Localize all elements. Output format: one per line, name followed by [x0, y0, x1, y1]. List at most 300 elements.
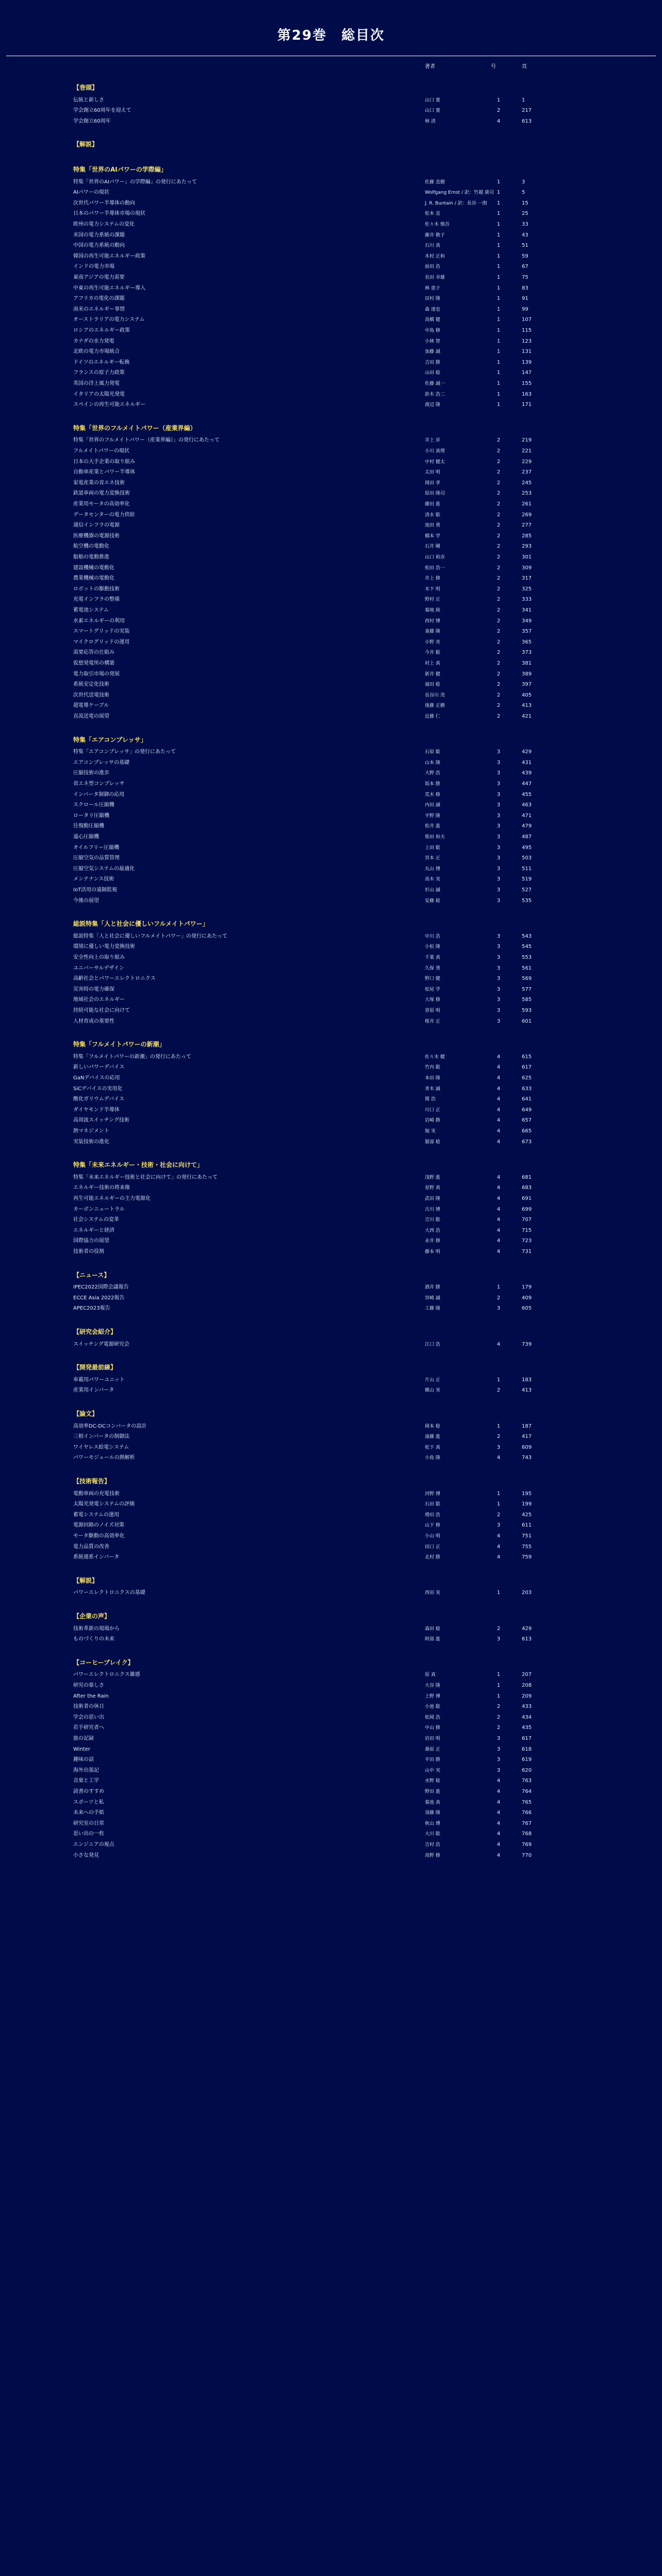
entry-page: 365 [522, 639, 532, 645]
entry-page: 245 [522, 480, 532, 486]
entry-title: ロシアのエネルギー政策 [73, 328, 130, 333]
toc-entry [73, 1489, 558, 1499]
entry-page: 3 [522, 179, 525, 185]
entry-issue: 4 [496, 1852, 501, 1858]
toc-entry [73, 326, 558, 336]
entry-page: 309 [522, 565, 532, 571]
entry-title: エネルギー技術の将来像 [73, 1185, 130, 1191]
toc-entry [73, 995, 558, 1005]
entry-page: 431 [522, 759, 532, 766]
entry-issue: 4 [496, 1217, 501, 1223]
entry-page: 495 [522, 844, 532, 851]
entry-author: 須藤 隆 [425, 1810, 440, 1816]
entry-issue: 3 [496, 1757, 501, 1763]
entry-page: 615 [522, 1054, 532, 1060]
entry-issue: 2 [496, 607, 501, 613]
entry-issue: 3 [496, 887, 501, 893]
entry-page: 115 [522, 328, 532, 333]
entry-issue: 2 [496, 1434, 501, 1440]
entry-author: 増田 浩 [425, 1512, 440, 1518]
entry-author: 小松 隆 [425, 944, 440, 950]
entry-issue: 1 [496, 190, 501, 196]
entry-author: 田村 隆 [425, 296, 440, 302]
entry-issue: 3 [496, 976, 501, 982]
entry-title: ワイヤレス給電システム [73, 1444, 129, 1450]
entry-author: 近藤 仁 [425, 714, 440, 719]
entry-author: 山本 隆 [425, 760, 440, 766]
toc-entry [73, 467, 558, 478]
toc-entry [73, 1691, 558, 1702]
entry-issue: 3 [496, 997, 501, 1003]
entry-page: 439 [522, 770, 532, 776]
entry-title: 特集「世界のAIパワー」の学際編」の発行にあたって [73, 179, 197, 185]
entry-page: 219 [522, 437, 532, 444]
entry-issue: 3 [496, 955, 501, 960]
entry-page: 511 [522, 866, 532, 872]
entry-issue: 1 [496, 222, 501, 227]
entry-author: 江口 浩 [425, 1342, 440, 1347]
entry-author: 村上 真 [425, 661, 440, 666]
toc-entry [73, 1421, 558, 1432]
entry-title: ユニバーサルデザイン [73, 965, 124, 971]
entry-title: パワーモジュールの熱解析 [73, 1455, 135, 1461]
entry-page: 123 [522, 338, 532, 344]
entry-issue: 2 [496, 1387, 501, 1394]
toc-entry [73, 177, 558, 188]
entry-issue: 4 [496, 1107, 501, 1113]
entry-title: インドの電力市場 [73, 264, 114, 270]
toc-entry [73, 389, 558, 400]
toc-entry [73, 95, 558, 106]
entry-page: 543 [522, 933, 532, 939]
section-heading: 【解説】 [73, 141, 98, 148]
section-heading: 【ニュース】 [73, 1271, 110, 1279]
entry-title: 伝統と新しさ [73, 97, 104, 103]
toc-entry [73, 974, 558, 984]
toc-entry [73, 626, 558, 637]
entry-issue: 3 [496, 791, 501, 798]
toc-entry [73, 304, 558, 315]
entry-issue: 1 [496, 1490, 501, 1497]
entry-title: 電源回路のノイズ対策 [73, 1522, 124, 1529]
section-heading: 【巻頭】 [73, 84, 98, 91]
entry-page: 253 [522, 490, 532, 497]
entry-title: 高効率DC-DCコンバータの設計 [73, 1423, 147, 1429]
entry-page: 147 [522, 370, 532, 376]
toc-entry [73, 1293, 558, 1303]
entry-title: 韓国の再生可能エネルギー政策 [73, 253, 145, 259]
entry-author: 林 清 [425, 118, 436, 124]
entry-title: 総説特集「人と社会に優しいフルメイトパワー」の発行にあたって [73, 933, 227, 939]
entry-issue: 4 [496, 1799, 501, 1805]
section-heading: 【開発最前線】 [73, 1364, 117, 1371]
entry-issue: 2 [496, 575, 501, 582]
entry-author: 松岡 浩 [425, 1715, 440, 1720]
toc-entry [73, 885, 558, 895]
toc-entry [73, 273, 558, 283]
toc-entry [73, 241, 558, 251]
toc-entry [73, 1385, 558, 1396]
entry-title: パワーエレクトロニクスの基礎 [73, 1590, 145, 1596]
entry-title: フルメイトパワーの現状 [73, 448, 129, 454]
entry-issue: 2 [496, 650, 501, 656]
entry-title: エネルギーと経済 [73, 1227, 114, 1233]
entry-page: 731 [522, 1249, 532, 1255]
entry-issue: 2 [496, 501, 501, 507]
toc-entry [73, 1588, 558, 1598]
entry-issue: 2 [496, 1625, 501, 1632]
entry-author: Wolfgang Ernst / 訳：竹越 康司 [425, 190, 494, 196]
entry-author: 佐々木 健 [425, 1054, 445, 1060]
entry-issue: 3 [496, 1636, 501, 1642]
entry-issue: 4 [496, 1831, 501, 1837]
entry-page: 620 [522, 1767, 532, 1773]
section-heading: 【解説】 [73, 1577, 98, 1584]
entry-page: 447 [522, 781, 532, 787]
entry-author: 池田 勇 [425, 523, 440, 529]
toc-entry [73, 1443, 558, 1453]
toc-entry [73, 1798, 558, 1808]
entry-title: ロータリ圧縮機 [73, 812, 109, 819]
entry-page: 527 [522, 887, 532, 893]
entry-title: 人材育成の重要性 [73, 1018, 114, 1024]
toc-entry [73, 1787, 558, 1797]
entry-page: 759 [522, 1554, 532, 1561]
entry-page: 405 [522, 692, 532, 698]
entry-issue: 2 [496, 1704, 501, 1710]
entry-author: 渡辺 隆 [425, 402, 440, 408]
toc-entry [73, 1552, 558, 1563]
section-heading: 【研究会紹介】 [73, 1328, 117, 1335]
entry-page: 413 [522, 1387, 532, 1394]
entry-page: 683 [522, 1185, 532, 1191]
entry-page: 743 [522, 1455, 532, 1461]
entry-issue: 2 [496, 682, 501, 688]
entry-title: 北欧の電力市場統合 [73, 349, 120, 355]
section-heading: 特集「エアコンプレッサ」 [73, 736, 147, 743]
entry-issue: 3 [496, 770, 501, 776]
entry-page: 479 [522, 823, 532, 829]
entry-page: 25 [522, 211, 528, 217]
entry-author: 橋本 学 [425, 533, 440, 539]
toc-entry [73, 336, 558, 347]
entry-title: 特集「未来エネルギー技術と社会に向けて」の発行にあたって [73, 1174, 218, 1180]
entry-issue: 4 [496, 1227, 501, 1233]
entry-issue: 1 [496, 317, 501, 323]
entry-author: 原田 隆司 [425, 491, 445, 497]
entry-page: 553 [522, 955, 532, 960]
entry-author: 服部 稔 [425, 1139, 440, 1145]
entry-title: 超電導ケーブル [73, 703, 109, 709]
toc-entry [73, 821, 558, 832]
entry-issue: 3 [496, 933, 501, 939]
entry-author: 石田 聡 [425, 1502, 440, 1507]
entry-author: 阿部 進 [425, 1637, 440, 1642]
entry-page: 179 [522, 1284, 532, 1291]
entry-issue: 4 [496, 1054, 501, 1060]
entry-author: 藤田 進 [425, 502, 440, 507]
toc-entry [73, 701, 558, 711]
entry-issue: 4 [496, 1249, 501, 1255]
toc-entry [73, 1115, 558, 1126]
entry-issue: 2 [496, 512, 501, 518]
entry-title: 農業機械の電動化 [73, 575, 114, 582]
entry-issue: 3 [496, 855, 501, 861]
toc-entry [73, 768, 558, 778]
toc-entry [73, 1670, 558, 1680]
entry-title: モータ駆動の高効率化 [73, 1533, 125, 1539]
section-heading: 【技術報告】 [73, 1478, 111, 1485]
entry-page: 317 [522, 575, 532, 582]
entry-author: 酒井 勝 [425, 1285, 440, 1291]
entry-issue: 3 [496, 965, 501, 971]
entry-page: 471 [522, 812, 532, 819]
entry-page: 535 [522, 897, 532, 904]
entry-title: IoT活用の遠隔監視 [73, 887, 118, 893]
entry-title: アフリカの電化の課題 [73, 296, 125, 302]
entry-author: 佐藤 誠一 [425, 381, 445, 386]
toc-entry [73, 435, 558, 446]
entry-author: 大谷 隆 [425, 1683, 440, 1688]
entry-title: 持続可能な社会に向けて [73, 1008, 130, 1013]
entry-title: SiCデバイスの実用化 [73, 1086, 123, 1092]
entry-title: 圧縮空気システムの最適化 [73, 866, 135, 872]
entry-title: 欧州の電力システムの変化 [73, 222, 135, 227]
entry-issue: 1 [496, 1693, 501, 1699]
toc-entry [73, 1126, 558, 1137]
entry-title: 小さな発見 [73, 1852, 99, 1858]
toc-entry [73, 1016, 558, 1027]
entry-page: 617 [522, 1064, 532, 1071]
entry-issue: 4 [496, 1842, 501, 1848]
entry-author: 清水 聡 [425, 512, 440, 518]
entry-author: 岡田 孝 [425, 480, 440, 486]
entry-issue: 1 [496, 370, 501, 376]
entry-author: 松本 直 [425, 211, 440, 217]
entry-author: 武田 隆 [425, 1196, 440, 1201]
entry-author: 井上 修 [425, 576, 440, 582]
entry-title: 系統連系インバータ [73, 1554, 120, 1561]
entry-page: 293 [522, 544, 532, 550]
entry-issue: 1 [496, 328, 501, 333]
entry-author: 福田 稔 [425, 682, 440, 688]
entry-title: After the Rain [73, 1693, 109, 1699]
entry-author: 太田 明 [425, 470, 440, 476]
entry-issue: 2 [496, 1714, 501, 1720]
entry-issue: 1 [496, 338, 501, 344]
entry-title: 英国の洋上風力発電 [73, 381, 120, 386]
entry-issue: 4 [496, 1174, 501, 1180]
entry-title: 学会創立60周年 [73, 118, 111, 124]
entry-title: 学会創立60周年を迎えて [73, 108, 131, 114]
entry-title: 音楽と工学 [73, 1778, 99, 1784]
entry-issue: 1 [496, 243, 501, 249]
entry-author: 山下 修 [425, 1523, 440, 1529]
entry-author: 竹内 聡 [425, 1065, 440, 1071]
entry-page: 767 [522, 1820, 532, 1826]
entry-issue: 2 [496, 1512, 501, 1518]
entry-page: 357 [522, 629, 532, 635]
entry-page: 649 [522, 1107, 532, 1113]
toc-entry [73, 1215, 558, 1225]
entry-author: 大野 浩 [425, 771, 440, 776]
entry-page: 397 [522, 682, 532, 688]
toc-entry [73, 283, 558, 294]
entry-author: 川口 正 [425, 1107, 440, 1113]
toc-entry [73, 262, 558, 272]
toc-entry [73, 1226, 558, 1236]
entry-title: 三相インバータの制御法 [73, 1434, 130, 1440]
entry-author: 岩田 明 [425, 1736, 440, 1741]
entry-title: 電動車両の充電技術 [73, 1490, 120, 1497]
entry-author: 石原 聡 [425, 750, 440, 755]
toc-entry [73, 1205, 558, 1215]
entry-title: スイッチング電源研究会 [73, 1341, 129, 1347]
entry-issue: 3 [496, 1306, 501, 1312]
entry-issue: 3 [496, 1522, 501, 1529]
entry-title: 読書のすすめ [73, 1789, 105, 1794]
page-title: 第29巻 総目次 [277, 28, 385, 43]
entry-author: 久保 勇 [425, 965, 440, 971]
entry-page: 203 [522, 1590, 532, 1596]
entry-author: 小林 智 [425, 338, 440, 344]
entry-title: 日本のパワー半導体市場の現状 [73, 211, 145, 217]
entry-issue: 2 [496, 660, 501, 666]
entry-author: 西村 博 [425, 618, 440, 624]
entry-page: 699 [522, 1206, 532, 1212]
toc-entry [73, 1137, 558, 1147]
entry-issue: 2 [496, 459, 501, 465]
entry-author: 林 恵子 [425, 285, 440, 291]
entry-issue: 3 [496, 844, 501, 851]
entry-title: IPEC2022国際会議報告 [73, 1284, 129, 1291]
entry-issue: 1 [496, 97, 501, 103]
entry-title: スクロール圧縮機 [73, 802, 114, 808]
entry-title: マイクログリッドの運用 [73, 639, 130, 645]
entry-title: 熱マネジメント [73, 1128, 109, 1134]
entry-page: 139 [522, 359, 532, 365]
entry-page: 277 [522, 522, 532, 529]
entry-title: 通信インフラの電源 [73, 522, 120, 529]
entry-title: 航空機の電動化 [73, 544, 109, 550]
entry-title: 家電産業の省エネ技術 [73, 480, 125, 486]
entry-title: スポーツと私 [73, 1799, 104, 1805]
toc-entry [73, 1375, 558, 1385]
toc-entry [73, 510, 558, 520]
toc-entry [73, 669, 558, 680]
entry-issue: 1 [496, 1377, 501, 1383]
entry-title: エンジニアの視点 [73, 1842, 114, 1848]
entry-author: 菊池 真 [425, 1800, 440, 1805]
entry-issue: 2 [496, 437, 501, 444]
entry-page: 107 [522, 317, 532, 323]
toc-entry [73, 488, 558, 499]
entry-title: 高周波スイッチング技術 [73, 1117, 129, 1124]
entry-title: 水素エネルギーの利用 [73, 618, 125, 624]
entry-issue: 4 [496, 1185, 501, 1191]
entry-issue: 1 [496, 349, 501, 355]
entry-title: 次世代パワー半導体の動向 [73, 200, 135, 206]
entry-page: 763 [522, 1778, 532, 1784]
entry-title: 思い出の一枚 [73, 1831, 104, 1837]
entry-title: 米国の電力系統の課題 [73, 232, 125, 238]
toc-entry [73, 1432, 558, 1442]
entry-title: 中国の電力系統の動向 [73, 243, 125, 249]
entry-title: AIパワーの現状 [73, 190, 109, 196]
entry-author: 山中 実 [425, 1768, 440, 1773]
entry-page: 51 [522, 243, 528, 249]
entry-issue: 2 [496, 554, 501, 560]
entry-page: 613 [522, 1636, 532, 1642]
toc-entry [73, 294, 558, 304]
entry-page: 183 [522, 1377, 532, 1383]
entry-page: 765 [522, 1799, 532, 1805]
entry-title: 学会の思い出 [73, 1714, 104, 1720]
entry-title: 未来への手紙 [73, 1810, 104, 1816]
entry-title: 自動車産業とパワー半導体 [73, 469, 135, 476]
toc-entry [73, 188, 558, 198]
section-heading: 特集「未来エネルギー・技術・社会に向けて」 [73, 1161, 204, 1169]
toc-entry [73, 541, 558, 552]
entry-page: 15 [522, 200, 528, 206]
entry-page: 285 [522, 533, 532, 539]
entry-page: 455 [522, 791, 532, 798]
entry-title: 特集「世界のフルメイトパワー（産業界編）」の発行にあたって [73, 437, 220, 444]
toc-entry [73, 1819, 558, 1829]
entry-page: 207 [522, 1672, 532, 1678]
entry-page: 715 [522, 1227, 532, 1233]
entry-author: 高橋 健 [425, 317, 440, 323]
entry-page: 83 [522, 285, 528, 291]
entry-page: 561 [522, 965, 532, 971]
toc-entry [73, 358, 558, 368]
toc-entry [73, 1723, 558, 1733]
entry-title: 仮想発電所の構築 [73, 660, 114, 666]
entry-author: 松尾 学 [425, 987, 440, 992]
toc-entry [73, 1340, 558, 1350]
toc-entry [73, 368, 558, 378]
entry-issue: 3 [496, 1018, 501, 1024]
entry-title: 太陽光発電システムの評価 [73, 1501, 135, 1507]
toc-entry [73, 1062, 558, 1073]
entry-author: 中山 修 [425, 1725, 440, 1731]
entry-issue: 1 [496, 1672, 501, 1678]
entry-author: 片山 正 [425, 1377, 440, 1383]
entry-title: カナダの水力発電 [73, 338, 114, 344]
entry-author: 山口 寛 [425, 97, 440, 103]
toc-entry [73, 1052, 558, 1062]
toc-entry [73, 711, 558, 722]
entry-issue: 4 [496, 1064, 501, 1071]
toc-entry [73, 209, 558, 219]
entry-issue: 4 [496, 1810, 501, 1816]
entry-author: 本田 隆 [425, 1076, 440, 1081]
entry-title: 災害時の電力確保 [73, 986, 114, 992]
toc-entry [73, 1247, 558, 1257]
entry-title: 特集「フルメイトパワーの新潮」の発行にあたって [73, 1054, 191, 1060]
entry-page: 545 [522, 944, 532, 950]
entry-issue: 1 [496, 306, 501, 312]
toc-entry [73, 843, 558, 853]
entry-issue: 1 [496, 285, 501, 291]
entry-author: 中川 浩 [425, 934, 440, 939]
entry-author: 木下 明 [425, 586, 440, 592]
entry-author: 井上 昇 [425, 438, 440, 444]
entry-page: 417 [522, 1434, 532, 1440]
entry-page: 487 [522, 834, 532, 840]
entry-page: 221 [522, 448, 532, 454]
entry-page: 381 [522, 660, 532, 666]
